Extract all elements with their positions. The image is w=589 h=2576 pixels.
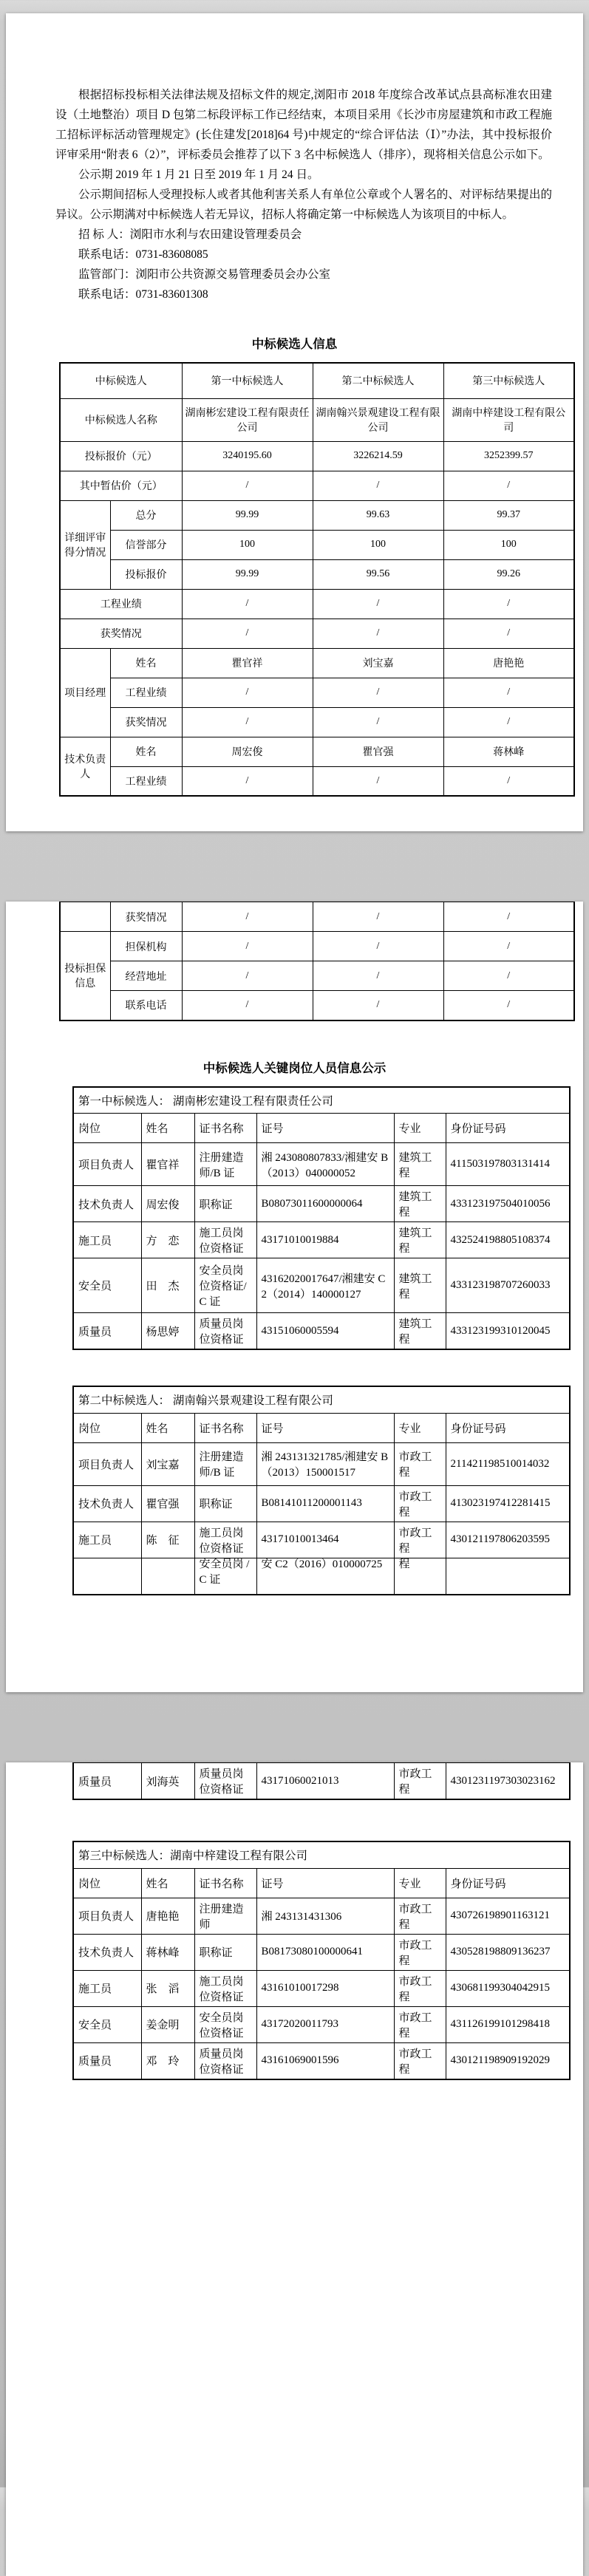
key-positions-table-candidate-1: [72, 1086, 571, 1351]
col-header: 证书名称: [194, 1413, 256, 1442]
document-page-2: [6, 902, 583, 1692]
value-cell: 刘宝嘉: [313, 648, 443, 678]
idno-cell: 430528198809136237: [446, 1934, 570, 1970]
name-cell: 瞿官强: [141, 1485, 194, 1522]
col-header: 身份证号码: [446, 1868, 570, 1898]
table-row: [60, 737, 574, 766]
value-cell: /: [443, 619, 574, 648]
table-row: [73, 1386, 570, 1413]
idno-cell: 411503197803131414: [446, 1143, 570, 1186]
table-row: [73, 1841, 570, 1868]
certno-cell: 湘 243131431306: [256, 1898, 394, 1934]
value-cell: 蒋林峰: [443, 737, 574, 766]
document-page-1: [6, 13, 583, 831]
table-row: [60, 500, 574, 530]
table-title: 第二中标候选人： 湖南翰兴景观建设工程有限公司: [73, 1386, 570, 1413]
group-label: 项目经理: [60, 648, 110, 737]
certno-cell: 43162020017647/湘建安 C2（2014）140000127: [256, 1258, 394, 1313]
post-cell: 技术负责人: [73, 1934, 141, 1970]
idno-cell: 433123197504010056: [446, 1186, 570, 1222]
col-header: 证号: [256, 1114, 394, 1143]
table-row: [73, 1485, 570, 1522]
table-row: [60, 991, 574, 1020]
value-cell: 99.56: [313, 559, 443, 589]
candidate-info-table: [59, 362, 575, 797]
table-row: [73, 1413, 570, 1442]
value-cell: /: [182, 991, 313, 1020]
value-cell: /: [182, 766, 313, 796]
certno-cell: 湘 243080807833/湘建安 B（2013）040000052: [256, 1143, 394, 1186]
table-row: [60, 398, 574, 441]
certno-cell: B08141011200001143: [256, 1485, 394, 1522]
value-cell: 99.63: [313, 500, 443, 530]
row-label: 姓名: [110, 737, 182, 766]
value-cell: /: [443, 932, 574, 961]
group-label: 详细评审得分情况: [60, 500, 110, 589]
table-row: [73, 1143, 570, 1186]
idno-cell: 430121198909192029: [446, 2042, 570, 2079]
idno-cell: 430726198901163121: [446, 1898, 570, 1934]
col-header: 身份证号码: [446, 1114, 570, 1143]
group-label: 投标担保信息: [60, 932, 110, 1020]
major-cell: 市政工程: [394, 1934, 446, 1970]
major-cell: 市政工程: [394, 1522, 446, 1558]
value-cell: 100: [313, 530, 443, 559]
col-header: 专业: [394, 1114, 446, 1143]
table-row: [60, 932, 574, 961]
major-cell: 建筑工程: [394, 1143, 446, 1186]
key-positions-table-candidate-2: [72, 1386, 571, 1595]
value-cell: /: [182, 678, 313, 707]
major-cell: 市政工程: [394, 1970, 446, 2006]
row-label: 工程业绩: [60, 589, 182, 619]
post-cell: 施工员: [73, 1222, 141, 1258]
row-label: 获奖情况: [110, 902, 182, 932]
value-cell: 湖南彬宏建设工程有限责任公司: [182, 398, 313, 441]
col-header: 岗位: [73, 1868, 141, 1898]
supervisor-line: 监管部门：浏阳市公共资源交易管理委员会办公室: [78, 268, 331, 281]
major-cell: 市政工程: [394, 1763, 446, 1800]
post-cell: 项目负责人: [73, 1442, 141, 1485]
publicity-period-paragraph: 公示期 2019 年 1 月 21 日至 2019 年 1 月 24 日。: [78, 168, 319, 181]
objection-paragraph: 公示期间招标人受理投标人或者其他利害关系人有单位公章或个人署名的、对评标结果提出的异议。公示期满对中标候选人若无异议，招标人将确定第一中标候选人为该项目的中标人。: [55, 188, 552, 221]
name-cell: 蒋林峰: [141, 1934, 194, 1970]
cert-cell: 安全员岗 /C 证: [194, 1558, 256, 1595]
major-cell: 市政工程: [394, 1898, 446, 1934]
table-title: 第一中标候选人： 湖南彬宏建设工程有限责任公司: [73, 1087, 570, 1114]
name-cell: 陈 征: [141, 1522, 194, 1558]
row-label: 信誉部分: [110, 530, 182, 559]
name-cell: 方 恋: [141, 1222, 194, 1258]
idno-cell: 433123198707260033: [446, 1258, 570, 1313]
value-cell: /: [443, 766, 574, 796]
major-cell: 建筑工程: [394, 1186, 446, 1222]
value-cell: /: [182, 589, 313, 619]
group-label: 技术负责人: [60, 737, 110, 796]
row-label: 获奖情况: [110, 707, 182, 737]
table-row: [60, 619, 574, 648]
document-page-3: [6, 1762, 583, 2576]
table-row: [60, 589, 574, 619]
name-cell: 周宏俊: [141, 1186, 194, 1222]
key-positions-table-candidate-3: [72, 1841, 571, 2080]
table-row: [73, 2006, 570, 2042]
certno-cell: 湘 243131321785/湘建安 B（2013）150001517: [256, 1442, 394, 1485]
name-cell: 张 滔: [141, 1970, 194, 2006]
name-cell: 刘海英: [141, 1763, 194, 1800]
idno-cell: 431126199101298418: [446, 2006, 570, 2042]
cert-cell: 质量员岗位资格证: [194, 2042, 256, 2079]
value-cell: /: [443, 589, 574, 619]
col-header: 身份证号码: [446, 1413, 570, 1442]
phone-line-1: 联系电话：0731-83608085: [78, 248, 208, 261]
col-header: 专业: [394, 1413, 446, 1442]
table-row: [60, 902, 574, 932]
idno-cell: 430121197806203595: [446, 1522, 570, 1558]
value-cell: 唐艳艳: [443, 648, 574, 678]
value-cell: /: [313, 678, 443, 707]
post-cell: 施工员: [73, 1970, 141, 2006]
cert-cell: 施工员岗位资格证: [194, 1222, 256, 1258]
cert-cell: 职称证: [194, 1485, 256, 1522]
value-cell: 瞿官强: [313, 737, 443, 766]
table-row: [60, 363, 574, 398]
col-header: 证书名称: [194, 1114, 256, 1143]
cert-cell: 施工员岗位资格证: [194, 1522, 256, 1558]
col-header: 证书名称: [194, 1868, 256, 1898]
certno-cell: 43171060021013: [256, 1763, 394, 1800]
table-row: [60, 648, 574, 678]
idno-cell: 413023197412281415: [446, 1485, 570, 1522]
name-cell: 唐艳艳: [141, 1898, 194, 1934]
name-cell: 姜金明: [141, 2006, 194, 2042]
col-header: 姓名: [141, 1114, 194, 1143]
value-cell: 瞿官祥: [182, 648, 313, 678]
value-cell: /: [313, 766, 443, 796]
table-title: 第三中标候选人：湖南中梓建设工程有限公司: [73, 1841, 570, 1868]
col-header: 第一中标候选人: [182, 363, 313, 398]
row-label: 经营地址: [110, 961, 182, 991]
table-row: [60, 530, 574, 559]
intro-paragraph: 根据招标投标相关法律法规及招标文件的规定,浏阳市 2018 年度综合改革试点县高标准农田建设（土地整治）项目 D 包第二标段评标工作已经结束，本项目采用《长沙市房屋建筑和市政工程施工招标评标活动管理规定》(长住建发[2018]64 号)中规定的“综合评估法（Ⅰ）”办法，其中投标报价评审采用“附表 6（2）”，评标委员会推荐了以下 3 名中标候选人（排序），现将相关信息公示如下。: [55, 89, 552, 161]
col-header: 专业: [394, 1868, 446, 1898]
major-cell: 建筑工程: [394, 1313, 446, 1350]
cert-cell: 注册建造师/B 证: [194, 1143, 256, 1186]
row-label: 工程业绩: [110, 678, 182, 707]
table-row: [60, 559, 574, 589]
row-label: 姓名: [110, 648, 182, 678]
value-cell: /: [182, 932, 313, 961]
row-label: 获奖情况: [60, 619, 182, 648]
post-cell: 施工员: [73, 1522, 141, 1558]
value-cell: /: [313, 471, 443, 500]
table-row-clipped: [73, 1558, 570, 1595]
post-cell: 安全员: [73, 1258, 141, 1313]
cert-cell: 质量员岗位资格证: [194, 1313, 256, 1350]
cert-cell: 安全员岗位资格证: [194, 2006, 256, 2042]
idno-cell: [446, 1558, 570, 1595]
col-header: 姓名: [141, 1868, 194, 1898]
col-header: 姓名: [141, 1413, 194, 1442]
value-cell: 3240195.60: [182, 441, 313, 471]
value-cell: 3226214.59: [313, 441, 443, 471]
row-label: 总分: [110, 500, 182, 530]
value-cell: /: [313, 932, 443, 961]
certno-cell: 43161069001596: [256, 2042, 394, 2079]
phone-line-2: 联系电话：0731-83601308: [78, 288, 208, 301]
col-header: 岗位: [73, 1413, 141, 1442]
value-cell: /: [313, 707, 443, 737]
post-cell: 项目负责人: [73, 1143, 141, 1186]
cert-cell: 职称证: [194, 1934, 256, 1970]
major-cell: 市政工程: [394, 2042, 446, 2079]
table-row: [60, 441, 574, 471]
value-cell: /: [313, 991, 443, 1020]
major-cell: 市政工程: [394, 1485, 446, 1522]
name-cell: 杨思婷: [141, 1313, 194, 1350]
cert-cell: 注册建造师/B 证: [194, 1442, 256, 1485]
table-row: [73, 1186, 570, 1222]
value-cell: /: [443, 471, 574, 500]
table-row: [73, 1868, 570, 1898]
certno-cell: 43171010019884: [256, 1222, 394, 1258]
group-label-empty: [60, 902, 110, 932]
major-cell: 建筑工程: [394, 1222, 446, 1258]
idno-cell: 430681199304042915: [446, 1970, 570, 2006]
row-label: 中标候选人名称: [60, 398, 182, 441]
section-title-key-positions: 中标候选人关键岗位人员信息公示: [202, 1060, 387, 1075]
post-cell: [73, 1558, 141, 1595]
value-cell: 99.37: [443, 500, 574, 530]
table-row: [60, 678, 574, 707]
name-cell: 邓 玲: [141, 2042, 194, 2079]
candidate-info-table-continued: [59, 902, 575, 1021]
cert-cell: 职称证: [194, 1186, 256, 1222]
certno-cell: 43171010013464: [256, 1522, 394, 1558]
row-label: 工程业绩: [110, 766, 182, 796]
idno-cell: 432524198805108374: [446, 1222, 570, 1258]
major-cell: 市政工程: [394, 2006, 446, 2042]
value-cell: /: [182, 707, 313, 737]
section-title-candidate-info: 中标候选人信息: [251, 337, 338, 351]
table-row: [73, 1934, 570, 1970]
value-cell: 100: [443, 530, 574, 559]
value-cell: /: [182, 902, 313, 932]
certno-cell: 43151060005594: [256, 1313, 394, 1350]
value-cell: /: [313, 619, 443, 648]
certno-cell: 43172020011793: [256, 2006, 394, 2042]
table-row: [73, 1258, 570, 1313]
value-cell: /: [443, 991, 574, 1020]
value-cell: /: [182, 619, 313, 648]
post-cell: 技术负责人: [73, 1186, 141, 1222]
table-row: [73, 1898, 570, 1934]
row-label: 联系电话: [110, 991, 182, 1020]
value-cell: /: [182, 471, 313, 500]
table-row: [73, 1970, 570, 2006]
value-cell: 3252399.57: [443, 441, 574, 471]
table-row: [73, 1442, 570, 1485]
tenderer-line: 招 标 人：浏阳市水利与农田建设管理委员会: [78, 228, 302, 241]
value-cell: 99.99: [182, 559, 313, 589]
value-cell: 湖南中梓建设工程有限公司: [443, 398, 574, 441]
value-cell: 100: [182, 530, 313, 559]
post-cell: 质量员: [73, 2042, 141, 2079]
certno-cell: 43161010017298: [256, 1970, 394, 2006]
major-cell: 建筑工程: [394, 1258, 446, 1313]
name-cell: 瞿官祥: [141, 1143, 194, 1186]
table-row: [73, 2042, 570, 2079]
certno-cell: B08073011600000064: [256, 1186, 394, 1222]
idno-cell: 433123199310120045: [446, 1313, 570, 1350]
idno-cell: 4301231197303023162: [446, 1763, 570, 1800]
table-row: [60, 471, 574, 500]
name-cell: 刘宝嘉: [141, 1442, 194, 1485]
table-row: [60, 766, 574, 796]
post-cell: 项目负责人: [73, 1898, 141, 1934]
table-row: [73, 1222, 570, 1258]
post-cell: 质量员: [73, 1313, 141, 1350]
value-cell: /: [182, 961, 313, 991]
post-cell: 质量员: [73, 1763, 141, 1800]
table-row: [73, 1114, 570, 1143]
major-cell: 程: [394, 1558, 446, 1595]
value-cell: /: [443, 707, 574, 737]
cert-cell: 安全员岗位资格证/C 证: [194, 1258, 256, 1313]
value-cell: 99.26: [443, 559, 574, 589]
intro-section: [55, 13, 552, 304]
col-header: 证号: [256, 1413, 394, 1442]
value-cell: 99.99: [182, 500, 313, 530]
cert-cell: 施工员岗位资格证: [194, 1970, 256, 2006]
certno-cell: B08173080100000641: [256, 1934, 394, 1970]
row-label: 中标候选人: [60, 363, 182, 398]
value-cell: /: [443, 902, 574, 932]
cert-cell: 注册建造师: [194, 1898, 256, 1934]
table-row: [60, 961, 574, 991]
value-cell: /: [443, 678, 574, 707]
col-header: 第二中标候选人: [313, 363, 443, 398]
value-cell: 湖南翰兴景观建设工程有限公司: [313, 398, 443, 441]
certno-cell: 安 C2（2016）010000725: [256, 1558, 394, 1595]
value-cell: /: [313, 961, 443, 991]
row-label: 担保机构: [110, 932, 182, 961]
table-row: [73, 1087, 570, 1114]
table-row: [73, 1763, 570, 1800]
col-header: 第三中标候选人: [443, 363, 574, 398]
table-row: [73, 1313, 570, 1350]
value-cell: /: [313, 589, 443, 619]
row-label: 投标报价: [110, 559, 182, 589]
value-cell: /: [443, 961, 574, 991]
post-cell: 技术负责人: [73, 1485, 141, 1522]
col-header: 岗位: [73, 1114, 141, 1143]
name-cell: 田 杰: [141, 1258, 194, 1313]
major-cell: 市政工程: [394, 1442, 446, 1485]
value-cell: /: [313, 902, 443, 932]
table-row: [60, 707, 574, 737]
table-row: [73, 1522, 570, 1558]
col-header: 证号: [256, 1868, 394, 1898]
key-positions-table-candidate-2-continued: [72, 1762, 571, 1800]
row-label: 其中暂估价（元）: [60, 471, 182, 500]
value-cell: 周宏俊: [182, 737, 313, 766]
row-label: 投标报价（元）: [60, 441, 182, 471]
idno-cell: 211421198510014032: [446, 1442, 570, 1485]
post-cell: 安全员: [73, 2006, 141, 2042]
cert-cell: 质量员岗位资格证: [194, 1763, 256, 1800]
name-cell: [141, 1558, 194, 1595]
